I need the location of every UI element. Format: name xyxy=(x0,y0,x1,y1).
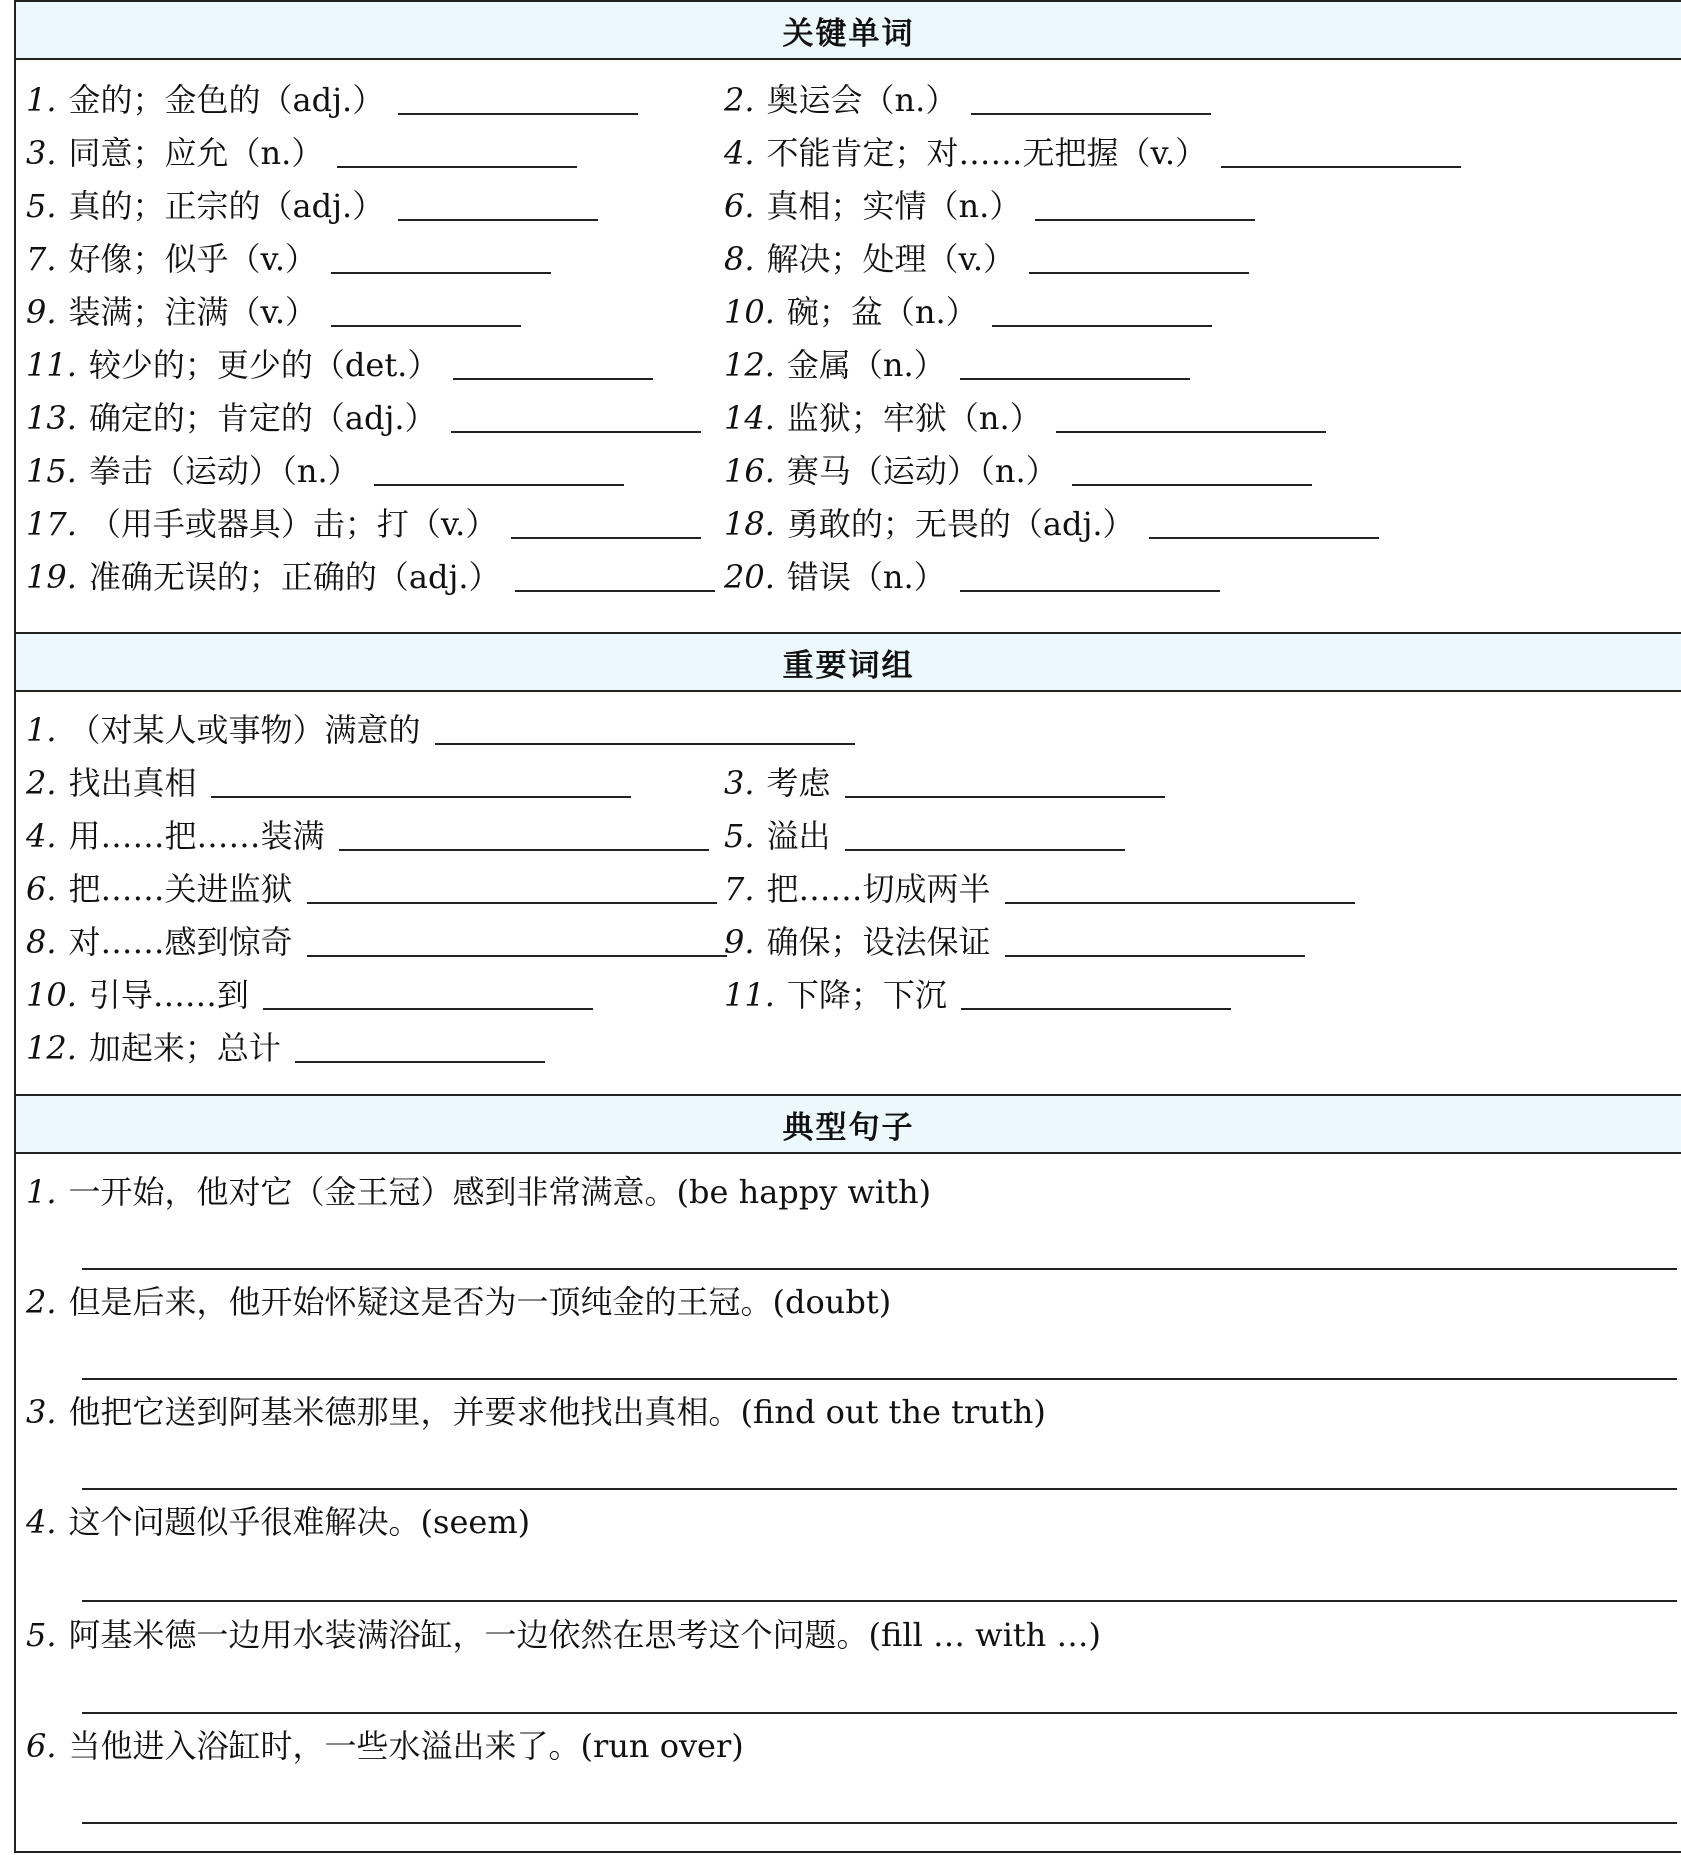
item-prompt: 下降；下沉 xyxy=(786,976,947,1014)
sentence-item-4 xyxy=(26,1502,530,1542)
item-prompt: 赛马（运动）（n.） xyxy=(786,452,1058,490)
item-prompt: （用手或器具）击；打（v.） xyxy=(88,505,498,543)
item-number: 5. xyxy=(724,817,755,855)
answer-blank[interactable] xyxy=(331,244,551,274)
sentence-prompt: 但是后来，他开始怀疑这是否为一顶纯金的王冠。(doubt) xyxy=(68,1283,892,1321)
item-prompt: 好像；似乎（v.） xyxy=(68,240,317,278)
section-title-key-words: 关键单词 xyxy=(16,0,1681,60)
item-number: 6. xyxy=(724,187,755,225)
answer-blank[interactable] xyxy=(451,403,701,433)
answer-blank[interactable] xyxy=(1005,927,1305,957)
answer-line[interactable] xyxy=(82,1268,1677,1270)
item-prompt: 溢出 xyxy=(766,817,831,855)
item-number: 5. xyxy=(26,1616,57,1654)
worksheet xyxy=(14,0,1681,1853)
item-prompt: 引导……到 xyxy=(88,976,249,1014)
word-item-2 xyxy=(724,80,1211,120)
sentence-prompt: 这个问题似乎很难解决。(seem) xyxy=(68,1503,531,1541)
item-number: 4. xyxy=(26,817,57,855)
phrase-item-7 xyxy=(724,869,1355,909)
answer-blank[interactable] xyxy=(295,1033,545,1063)
item-number: 2. xyxy=(26,1283,57,1321)
item-prompt: 装满；注满（v.） xyxy=(68,293,317,331)
answer-blank[interactable] xyxy=(263,980,593,1010)
word-item-1 xyxy=(26,80,638,120)
answer-blank[interactable] xyxy=(961,980,1231,1010)
item-prompt: 找出真相 xyxy=(68,764,197,802)
sentence-item-3 xyxy=(26,1392,1046,1432)
answer-blank[interactable] xyxy=(971,85,1211,115)
item-prompt: 错误（n.） xyxy=(786,558,946,596)
answer-blank[interactable] xyxy=(374,456,624,486)
item-number: 18. xyxy=(724,505,775,543)
item-number: 3. xyxy=(26,1393,57,1431)
word-item-4 xyxy=(724,133,1461,173)
item-number: 8. xyxy=(26,923,57,961)
answer-blank[interactable] xyxy=(1072,456,1312,486)
answer-blank[interactable] xyxy=(331,297,521,327)
item-number: 12. xyxy=(724,346,775,384)
item-number: 1. xyxy=(26,711,57,749)
phrase-item-8 xyxy=(26,922,727,962)
word-item-6 xyxy=(724,186,1255,226)
item-number: 10. xyxy=(724,293,775,331)
section-title-sentences: 典型句子 xyxy=(16,1094,1681,1154)
answer-blank[interactable] xyxy=(992,297,1212,327)
word-item-13 xyxy=(26,398,701,438)
item-prompt: 解决；处理（v.） xyxy=(766,240,1015,278)
word-item-19 xyxy=(26,557,715,597)
sentence-item-6 xyxy=(26,1726,744,1766)
answer-blank[interactable] xyxy=(845,768,1165,798)
answer-blank[interactable] xyxy=(307,874,717,904)
answer-blank[interactable] xyxy=(307,927,727,957)
word-item-8 xyxy=(724,239,1249,279)
item-prompt: 考虑 xyxy=(766,764,831,802)
phrase-item-2 xyxy=(26,763,631,803)
answer-blank[interactable] xyxy=(1029,244,1249,274)
answer-blank[interactable] xyxy=(845,821,1125,851)
answer-line[interactable] xyxy=(82,1822,1677,1824)
item-prompt: 加起来；总计 xyxy=(88,1029,281,1067)
sentence-prompt: 阿基米德一边用水装满浴缸，一边依然在思考这个问题。(fill … with …) xyxy=(68,1616,1101,1654)
item-prompt: 用……把……装满 xyxy=(68,817,325,855)
answer-blank[interactable] xyxy=(1221,138,1461,168)
word-item-5 xyxy=(26,186,598,226)
answer-line[interactable] xyxy=(82,1378,1677,1380)
word-item-7 xyxy=(26,239,551,279)
item-number: 4. xyxy=(26,1503,57,1541)
item-number: 19. xyxy=(26,558,77,596)
answer-line[interactable] xyxy=(82,1488,1677,1490)
word-item-20 xyxy=(724,557,1220,597)
answer-blank[interactable] xyxy=(337,138,577,168)
phrase-item-3 xyxy=(724,763,1165,803)
answer-blank[interactable] xyxy=(1056,403,1326,433)
answer-blank[interactable] xyxy=(435,715,855,745)
item-number: 3. xyxy=(26,134,57,172)
sentence-prompt: 他把它送到阿基米德那里，并要求他找出真相。(find out the truth) xyxy=(68,1393,1046,1431)
item-prompt: 真相；实情（n.） xyxy=(766,187,1022,225)
answer-blank[interactable] xyxy=(339,821,709,851)
answer-line[interactable] xyxy=(82,1712,1677,1714)
item-number: 2. xyxy=(26,764,57,802)
phrase-item-6 xyxy=(26,869,717,909)
answer-blank[interactable] xyxy=(960,350,1190,380)
sentence-item-5 xyxy=(26,1615,1101,1655)
answer-blank[interactable] xyxy=(515,562,715,592)
answer-blank[interactable] xyxy=(398,191,598,221)
word-item-16 xyxy=(724,451,1312,491)
item-prompt: 勇敢的；无畏的（adj.） xyxy=(786,505,1135,543)
item-prompt: 金的；金色的（adj.） xyxy=(68,81,385,119)
item-number: 15. xyxy=(26,452,77,490)
phrase-item-1 xyxy=(26,710,855,750)
answer-blank[interactable] xyxy=(398,85,638,115)
phrase-item-12 xyxy=(26,1028,545,1068)
phrase-item-10 xyxy=(26,975,593,1015)
sentence-prompt: 当他进入浴缸时，一些水溢出来了。(run over) xyxy=(68,1727,744,1765)
section-title-phrases: 重要词组 xyxy=(16,632,1681,692)
word-item-12 xyxy=(724,345,1190,385)
item-prompt: 碗；盆（n.） xyxy=(786,293,978,331)
sentence-item-2 xyxy=(26,1282,891,1322)
answer-blank[interactable] xyxy=(211,768,631,798)
item-number: 1. xyxy=(26,1173,57,1211)
item-number: 11. xyxy=(724,976,775,1014)
item-number: 7. xyxy=(26,240,57,278)
item-number: 9. xyxy=(26,293,57,331)
word-item-10 xyxy=(724,292,1212,332)
answer-blank[interactable] xyxy=(960,562,1220,592)
item-number: 7. xyxy=(724,870,755,908)
sentence-item-1 xyxy=(26,1172,931,1212)
word-item-11 xyxy=(26,345,653,385)
word-item-9 xyxy=(26,292,521,332)
word-item-14 xyxy=(724,398,1326,438)
item-prompt: 较少的；更少的（det.） xyxy=(88,346,440,384)
item-number: 2. xyxy=(724,81,755,119)
item-prompt: 同意；应允（n.） xyxy=(68,134,324,172)
phrase-item-4 xyxy=(26,816,709,856)
item-prompt: 确保；设法保证 xyxy=(766,923,991,961)
sentence-prompt: 一开始，他对它（金王冠）感到非常满意。(be happy with) xyxy=(68,1173,932,1211)
item-number: 3. xyxy=(724,764,755,802)
answer-line[interactable] xyxy=(82,1600,1677,1602)
item-number: 5. xyxy=(26,187,57,225)
item-prompt: 奥运会（n.） xyxy=(766,81,958,119)
phrase-item-11 xyxy=(724,975,1231,1015)
word-item-18 xyxy=(724,504,1379,544)
item-prompt: 把……切成两半 xyxy=(766,870,991,908)
word-item-3 xyxy=(26,133,577,173)
item-prompt: 金属（n.） xyxy=(786,346,946,384)
item-number: 6. xyxy=(26,870,57,908)
item-number: 10. xyxy=(26,976,77,1014)
item-prompt: 确定的；肯定的（adj.） xyxy=(88,399,437,437)
item-prompt: 把……关进监狱 xyxy=(68,870,293,908)
item-prompt: 不能肯定；对……无把握（v.） xyxy=(766,134,1207,172)
answer-blank[interactable] xyxy=(1149,509,1379,539)
item-number: 8. xyxy=(724,240,755,278)
item-number: 6. xyxy=(26,1727,57,1765)
answer-blank[interactable] xyxy=(511,509,701,539)
item-number: 20. xyxy=(724,558,775,596)
item-number: 14. xyxy=(724,399,775,437)
item-number: 9. xyxy=(724,923,755,961)
word-item-15 xyxy=(26,451,624,491)
answer-blank[interactable] xyxy=(453,350,653,380)
item-number: 16. xyxy=(724,452,775,490)
item-number: 13. xyxy=(26,399,77,437)
item-prompt: 准确无误的；正确的（adj.） xyxy=(88,558,501,596)
item-number: 12. xyxy=(26,1029,77,1067)
phrase-item-9 xyxy=(724,922,1305,962)
item-number: 1. xyxy=(26,81,57,119)
answer-blank[interactable] xyxy=(1005,874,1355,904)
answer-blank[interactable] xyxy=(1035,191,1255,221)
item-prompt: 对……感到惊奇 xyxy=(68,923,293,961)
item-prompt: 拳击（运动）（n.） xyxy=(88,452,360,490)
item-number: 17. xyxy=(26,505,77,543)
item-prompt: 真的；正宗的（adj.） xyxy=(68,187,385,225)
item-number: 11. xyxy=(26,346,77,384)
word-item-17 xyxy=(26,504,701,544)
phrase-item-5 xyxy=(724,816,1125,856)
item-prompt: （对某人或事物）满意的 xyxy=(68,711,421,749)
item-prompt: 监狱；牢狱（n.） xyxy=(786,399,1042,437)
item-number: 4. xyxy=(724,134,755,172)
